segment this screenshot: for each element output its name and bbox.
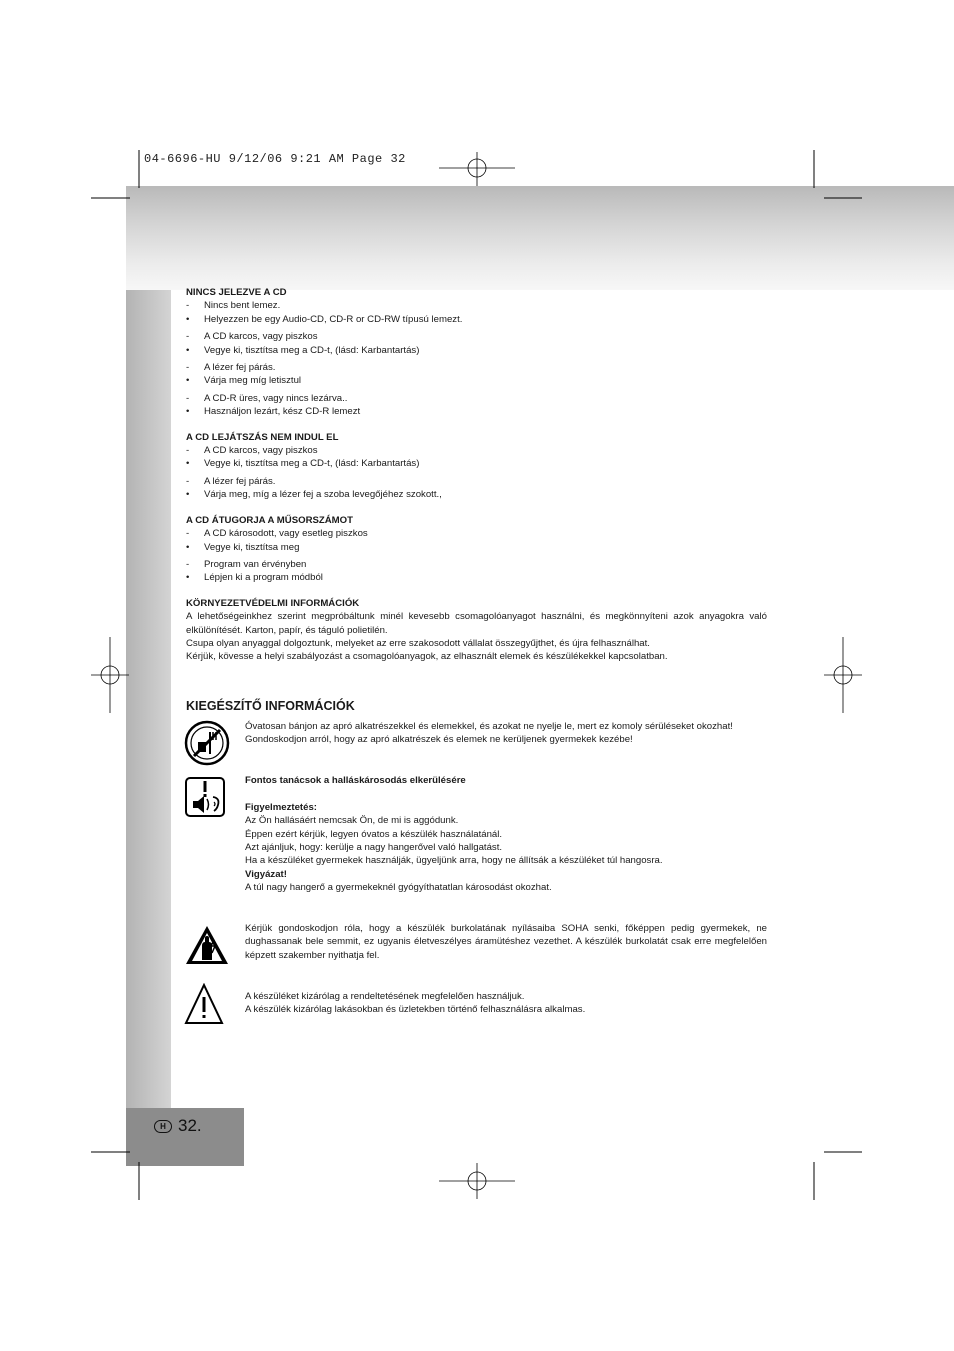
paragraph: A készülék kizárólag lakásokban és üzletekben történő felhasználásra alkalmas. xyxy=(245,1004,586,1016)
warning-label: Figyelmeztetés: xyxy=(245,801,317,813)
page-number-text: 32. xyxy=(178,1116,202,1135)
paragraph: Éppen ezért kérjük, legyen óvatos a készülék használatánál. xyxy=(245,828,503,840)
paragraph: Csupa olyan anyaggal dolgoztunk, melyeket az erre szakosodott vállalat összegyűjthet, és újra felhasználhat. xyxy=(186,637,650,649)
hearing-warning-icon xyxy=(185,777,225,817)
list-group xyxy=(186,444,767,471)
registration-mark-top xyxy=(439,152,515,186)
paragraph: Kérjük, kövesse a helyi szabályozást a csomagolóanyagok, az elhasznált elemek és készülékekkel kapcsolatban. xyxy=(186,651,668,663)
paragraph: A túl nagy hangerő a gyermekeknél gyógyíthatatlan károsodást okozhat. xyxy=(245,882,552,894)
extra-info-title: KIEGÉSZÍTŐ INFORMÁCIÓK xyxy=(186,699,355,713)
list-group xyxy=(186,330,767,357)
hearing-warning xyxy=(245,774,767,895)
list-item: • Helyezzen be egy Audio-CD, CD-R or CD-RW típusú lemezt. xyxy=(186,313,463,325)
registration-mark-right xyxy=(824,637,862,713)
language-badge: H xyxy=(154,1120,172,1133)
list-item: - Nincs bent lemez. xyxy=(186,300,281,312)
list-item: - Program van érvényben xyxy=(186,558,307,570)
paragraph: Az Ön hallásáért nemcsak Ön, de mi is aggódunk. xyxy=(245,815,459,827)
list-item: • Vegye ki, tisztítsa meg xyxy=(186,541,300,553)
list-group xyxy=(186,558,767,585)
list-group xyxy=(186,475,767,502)
paragraph: Gondoskodjon arról, hogy az apró alkatrészek és elemek ne kerüljenek gyermekek kezébe! xyxy=(245,734,633,746)
list-item: - A lézer fej párás. xyxy=(186,475,276,487)
no-swallow-icon xyxy=(184,720,230,766)
hearing-title: Fontos tanácsok a halláskárosodás elkerülésére xyxy=(245,775,466,786)
list-item: • Várja meg, míg a lézer fej a szoba levegőjéhez szokott., xyxy=(186,489,442,501)
paragraph: A készüléket kizárólag a rendeltetésének megfelelően használjuk. xyxy=(245,991,525,1002)
section-title: KÖRNYEZETVÉDELMI INFORMÁCIÓK xyxy=(186,597,360,609)
print-slug: 04-6696-HU 9/12/06 9:21 AM Page 32 xyxy=(144,152,406,166)
registration-mark-bottom xyxy=(439,1163,515,1199)
section-title: A CD ÁTUGORJA A MŰSORSZÁMOT xyxy=(186,514,353,526)
paragraph: Azt ajánljuk, hogy: kerülje a nagy hangerővel való hallgatást. xyxy=(245,842,503,854)
small-parts-warning xyxy=(245,720,767,747)
electric-shock-warning: Kérjük gondoskodjon róla, hogy a készülék burkolatának nyílásaiba SOHA senki, főképpen pedig gyermekek, ne dughassanak bele semmit, ez ugyanis életveszélyes áramütéshez vezethet. A készülék burkolatát csak erre megfelelően képzett szakember nyithatja fel. xyxy=(245,923,767,961)
list-group xyxy=(186,392,767,419)
list-item: • Várja meg míg letisztul xyxy=(186,375,302,387)
caution-icon xyxy=(184,983,224,1025)
registration-mark-left xyxy=(91,637,129,713)
spacer xyxy=(245,787,767,800)
section-lejatszas xyxy=(186,431,767,502)
section-title: A CD LEJÁTSZÁS NEM INDUL EL xyxy=(186,431,339,443)
section-atugorja xyxy=(186,514,767,585)
list-item: • Lépjen ki a program módból xyxy=(186,572,323,584)
list-group xyxy=(186,299,767,326)
list-item: • Vegye ki, tisztítsa meg a CD-t, (lásd: Karbantartás) xyxy=(186,458,420,470)
section-kornyezet xyxy=(186,597,767,664)
list-item: - A CD károsodott, vagy esetleg piszkos xyxy=(186,528,368,540)
paragraph: A lehetőségeinkhez szerint megpróbáltunk minél kevesebb csomagolóanyagot használni, és megkönnyíteni azok anyagokra való elkülönítését. Karton, papír, és tágulό polietilén. xyxy=(186,611,767,636)
paragraph: Ha a készüléket gyermekek használják, ügyeljünk arra, hogy ne állítsák a készüléket túl hangosra. xyxy=(245,855,663,867)
list-group xyxy=(186,361,767,388)
list-group xyxy=(186,527,767,554)
caution-label: Vigyázat! xyxy=(245,868,287,880)
list-item: - A CD-R üres, vagy nincs lezárva.. xyxy=(186,392,348,404)
troubleshooting-content xyxy=(186,286,767,677)
paragraph: Óvatosan bánjon az apró alkatrészekkel és elemekkel, és azokat ne nyelje le, mert ez komoly sérüléseket okozhat! xyxy=(245,721,733,732)
electric-shock-icon xyxy=(184,924,230,966)
list-item: • Használjon lezárt, kész CD-R lemezt xyxy=(186,406,361,418)
list-item: - A CD karcos, vagy piszkos xyxy=(186,445,318,457)
list-item: • Vegye ki, tisztítsa meg a CD-t, (lásd: Karbantartás) xyxy=(186,344,420,356)
section-nincs-jelezve xyxy=(186,286,767,419)
list-item: - A lézer fej párás. xyxy=(186,362,276,374)
list-item: - A CD karcos, vagy piszkos xyxy=(186,331,318,343)
usage-notice xyxy=(245,990,767,1017)
section-title: NINCS JELEZVE A CD xyxy=(186,287,287,298)
